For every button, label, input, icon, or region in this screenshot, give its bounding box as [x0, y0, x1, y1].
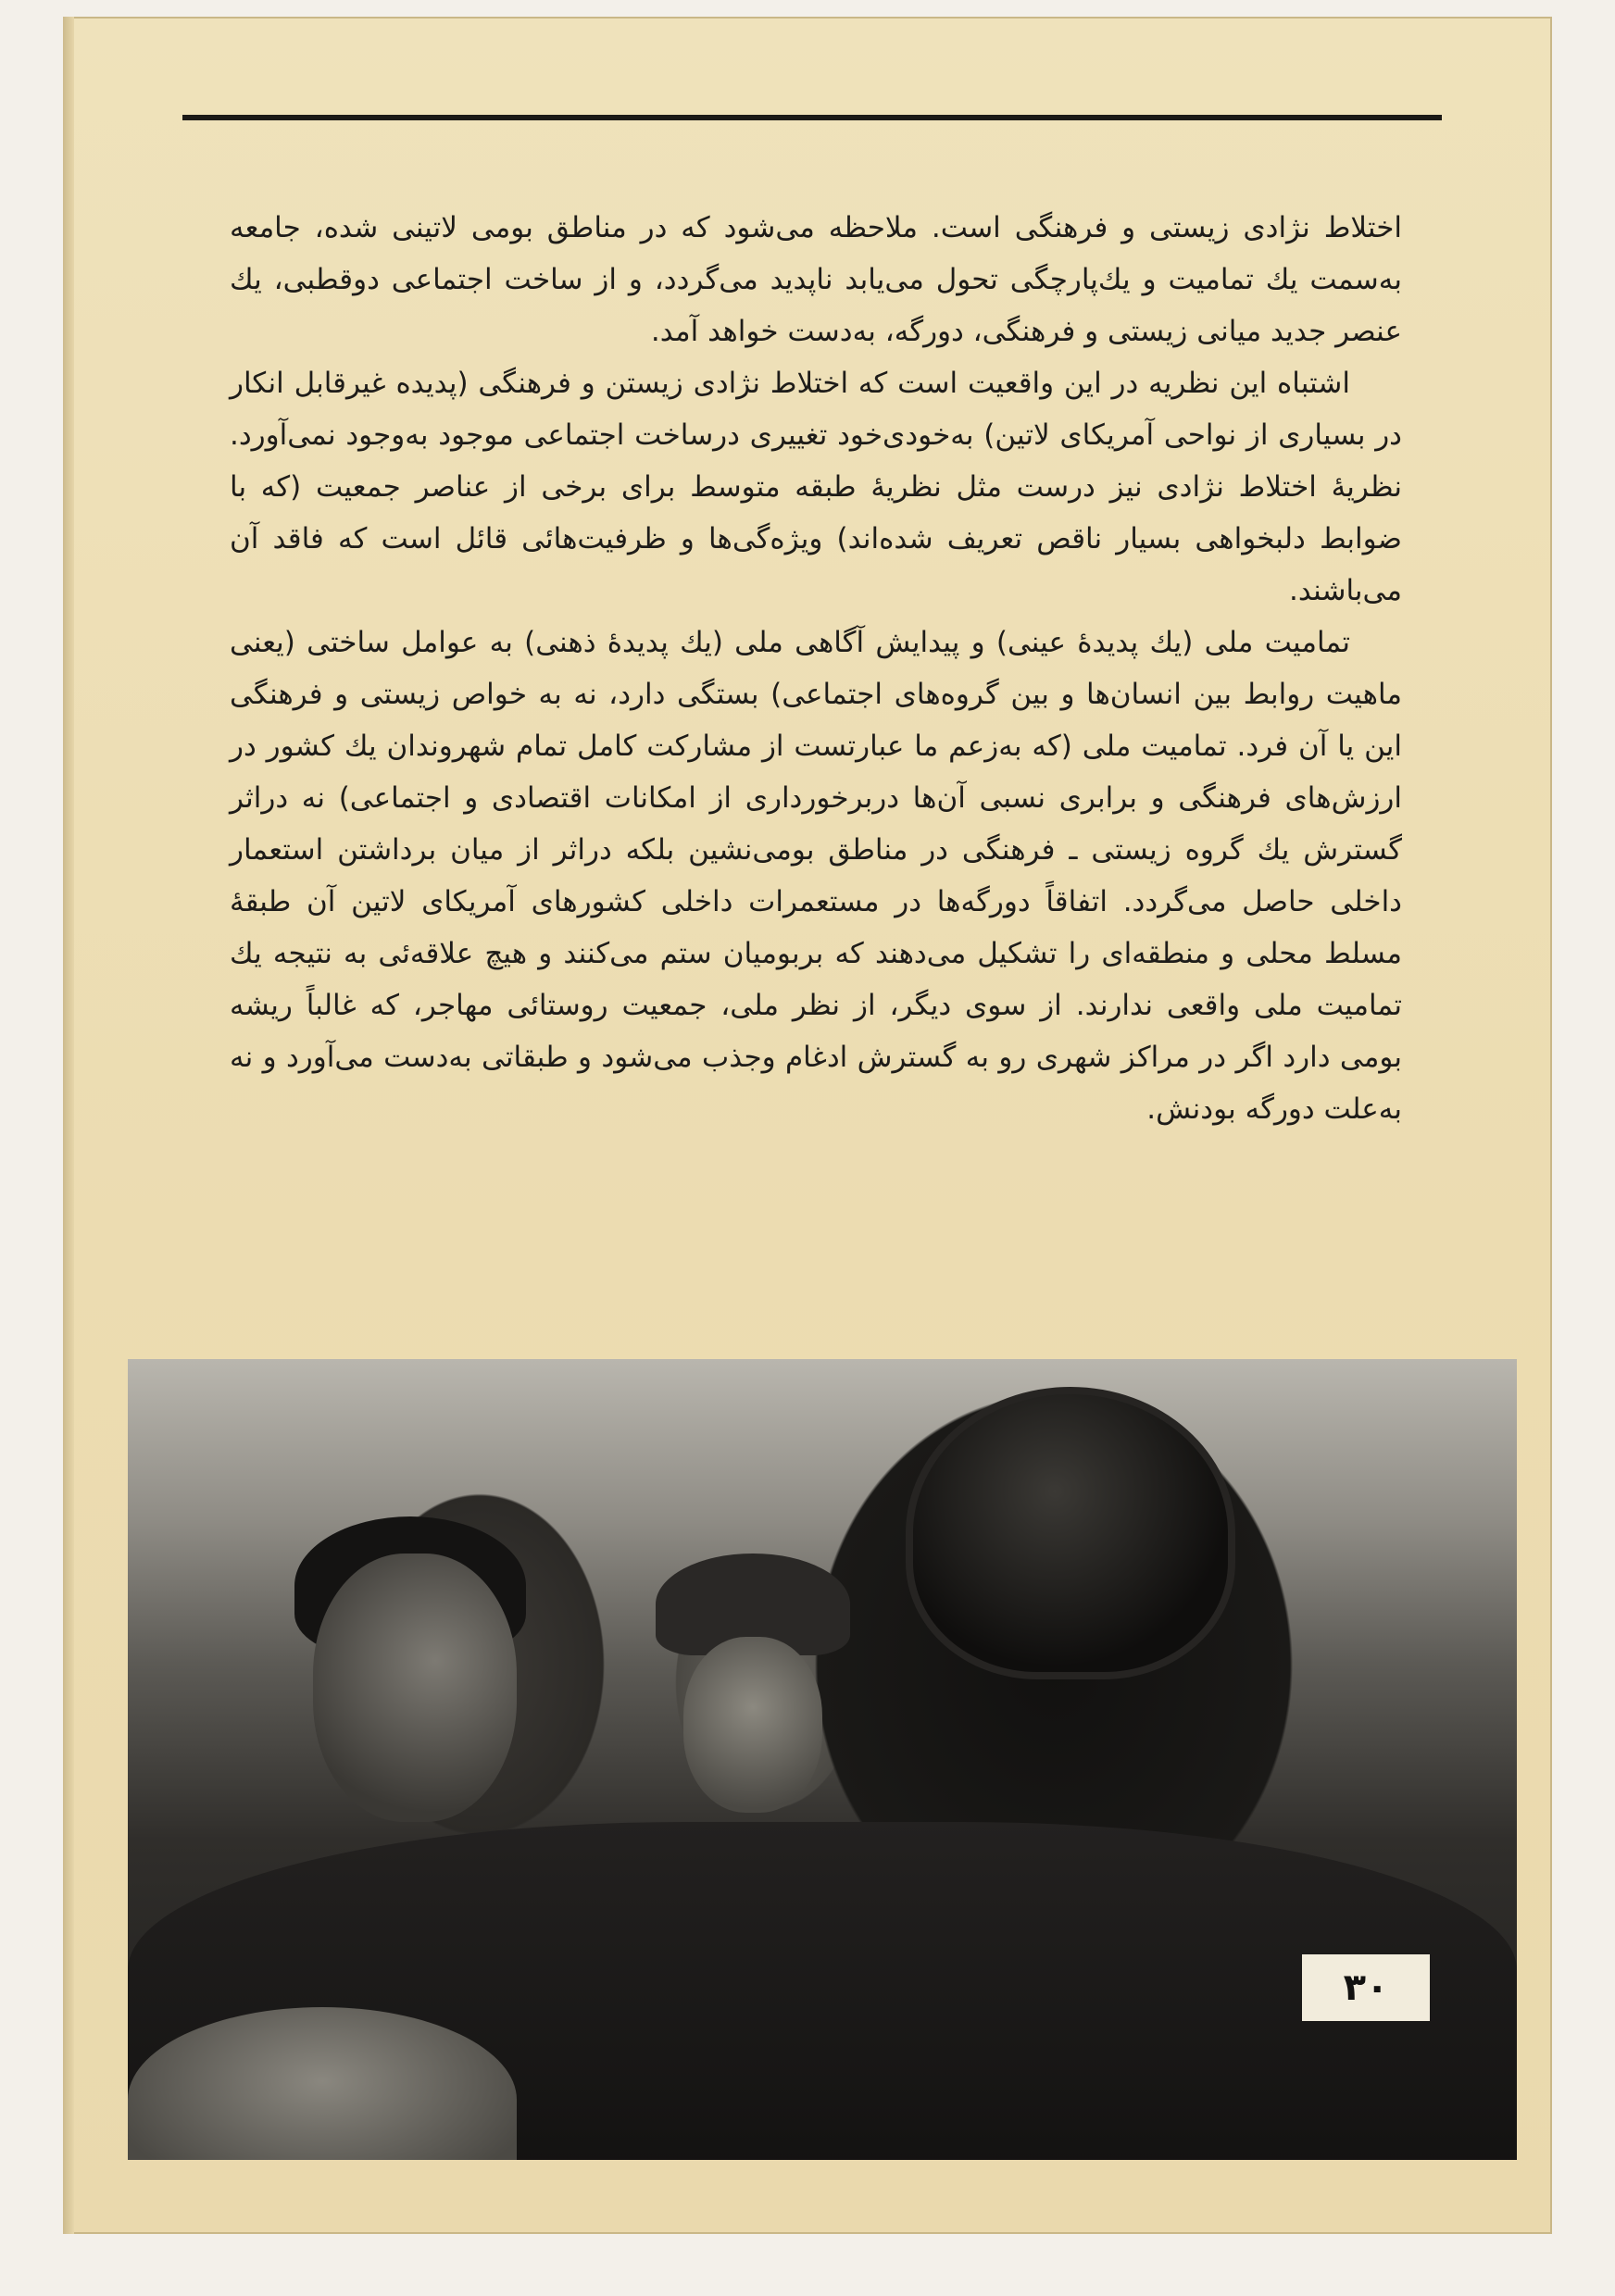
paragraph-2: اشتباه این نظریه در این واقعیت است که اختلاط نژادی زیستن و فرهنگی (پدیده غیرقابل انکار در بسیاری از نواحی آمریکای لاتین) به‌خودی‌خود تغییری درساخت اجتماعی موجود به‌وجود نمی‌آورد. نظریهٔ اختلاط نژادی نیز درست مثل نظریهٔ طبقه متوسط برای برخی از عناصر جمعیت (که با ضوابط دلبخواهی بسیار ناقص تعریف شده‌اند) ویژه‌گی‌ها و ظرفیت‌هائی قائل است که فاقد آن می‌باشند. — [230, 367, 1402, 607]
page-binding-edge — [63, 17, 74, 2234]
body-text — [230, 202, 1402, 1350]
book-page — [63, 17, 1552, 2234]
paragraph-1: اختلاط نژادی زیستی و فرهنگی است. ملاحظه می‌شود که در مناطق بومی لاتینی شده، جامعه به‌سمت یك تمامیت و یك‌پارچگی تحول می‌یابد ناپدید می‌گردد، و از ساخت اجتماعی دوقطبی، یك عنصر جدید میانی زیستی و فرهنگی، دورگه، به‌دست خواهد آمد. — [230, 211, 1402, 348]
header-rule — [182, 115, 1442, 120]
page-number: ۳۰ — [1302, 1954, 1430, 2021]
news-photograph — [128, 1359, 1517, 2160]
riot-helmet — [906, 1387, 1235, 1679]
man-face — [313, 1554, 517, 1822]
officer-face — [683, 1637, 822, 1813]
paragraph-3: تمامیت ملی (یك پدیدهٔ عینی) و پیدایش آگاهی ملی (یك پدیدهٔ ذهنی) به عوامل ساختی (یعنی ماهیت روابط بین انسان‌ها و بین گروه‌های اجتماعی) بستگی دارد، نه به خواص زیستی و فرهنگی این یا آن فرد. تمامیت ملی (که به‌زعم ما عبارتست از مشارکت کامل تمام شهروندان یك کشور در ارزش‌های فرهنگی و برابری نسبی آن‌ها دربرخورداری از امکانات اقتصادی و اجتماعی) نه دراثر گسترش یك گروه زیستی ـ فرهنگی در مناطق بومی‌نشین بلکه دراثر از میان برداشتن استعمار داخلی حاصل می‌گردد. اتفاقاً دورگه‌ها در مستعمرات داخلی کشورهای آمریکای لاتین آن طبقهٔ مسلط محلی و منطقه‌ای را تشکیل می‌دهند که بربومیان ستم می‌کنند و هیچ علاقه‌ئی به نتیجه یك تمامیت ملی واقعی ندارند. از سوی دیگر، از نظر ملی، جمعیت روستائی مهاجر، که غالباً ریشه بومی دارد اگر در مراکز شهری رو به گسترش ادغام وجذب می‌شود و طبقاتی به‌دست می‌آورد و نه به‌علت دورگه بودنش. — [230, 626, 1402, 1126]
